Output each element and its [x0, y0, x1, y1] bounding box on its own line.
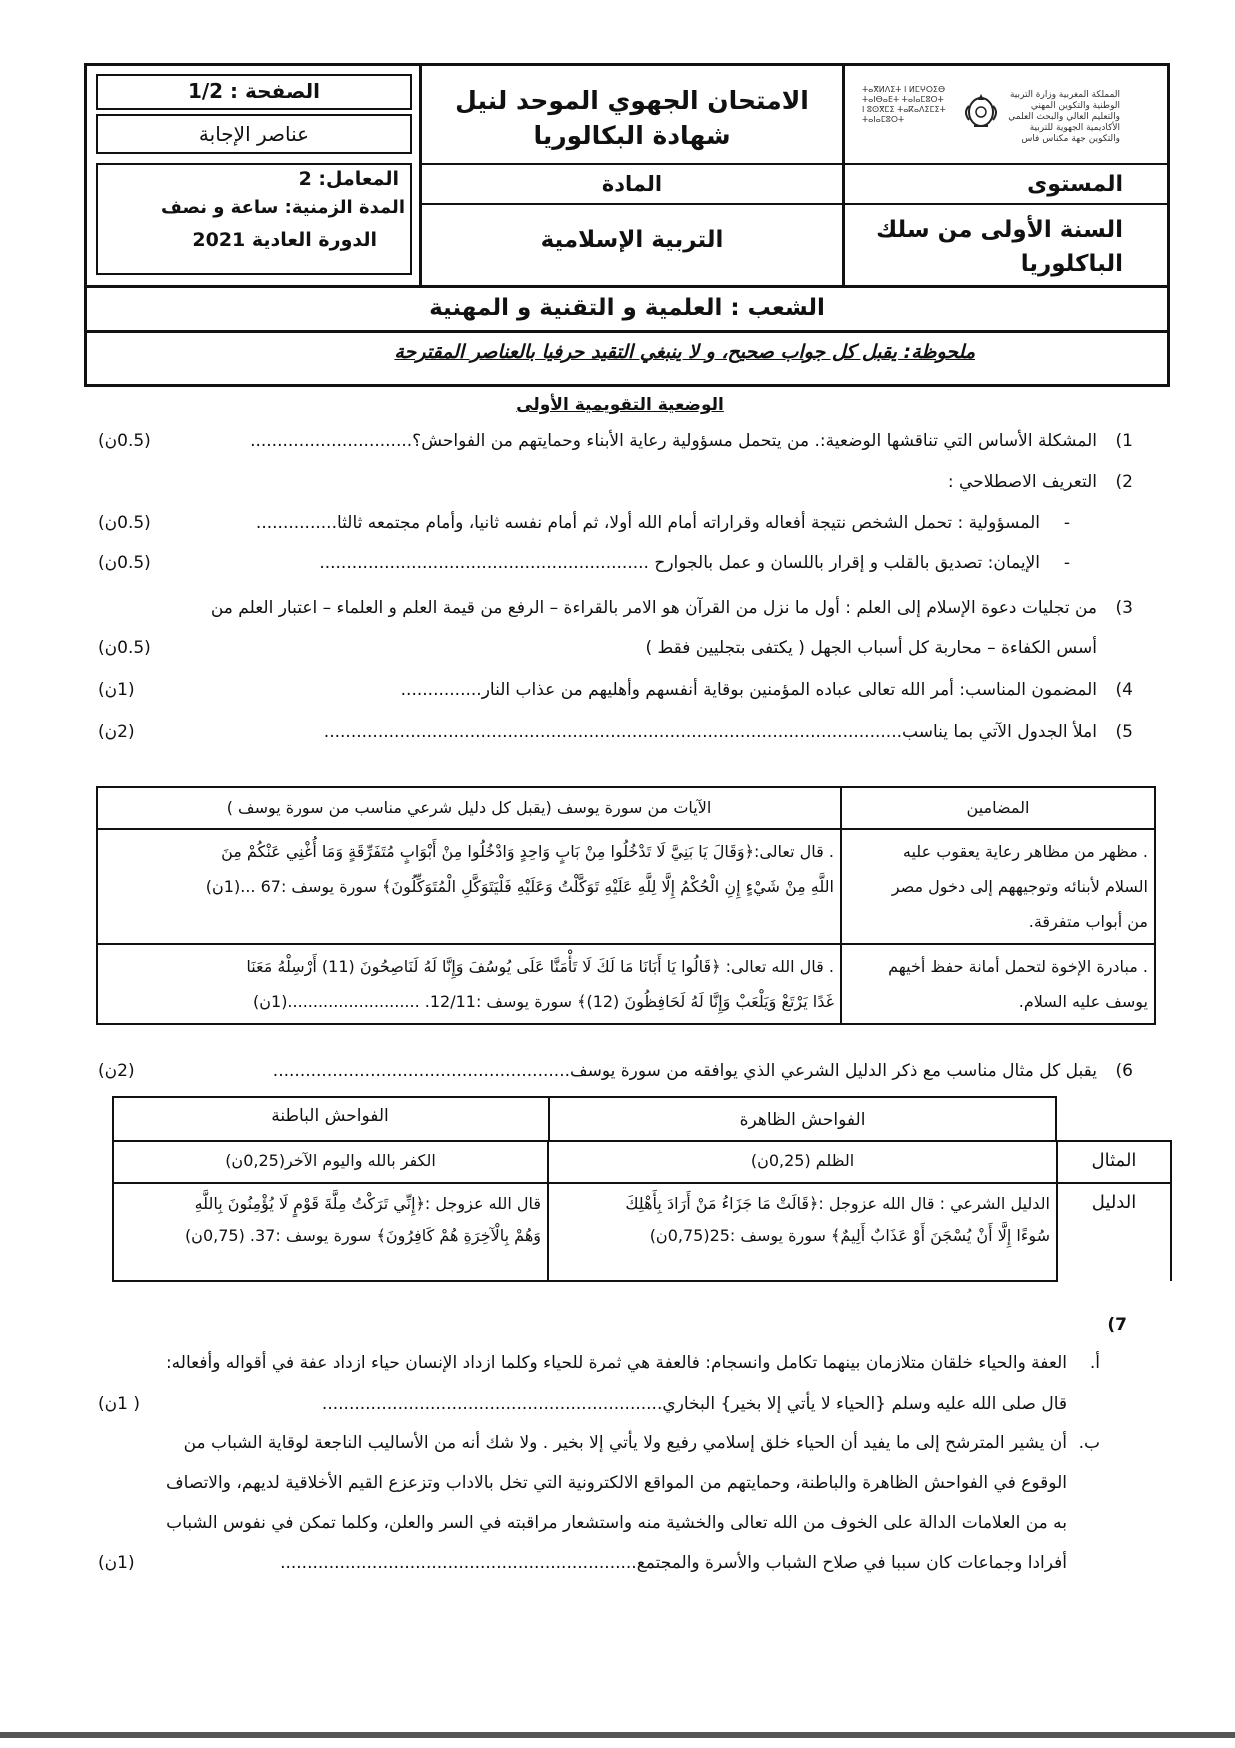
q4-number: 4): [1115, 680, 1133, 700]
q5-number: 5): [1115, 722, 1133, 742]
content-line: . مبادرة الإخوة لتحمل أمانة حفظ أخيهم: [888, 957, 1148, 976]
q5-score: (2ن): [98, 722, 135, 742]
answer-elements-label: عناصر الإجابة: [198, 122, 310, 146]
q3-score: (0.5ن): [98, 638, 151, 658]
content-line: . مظهر من مظاهر رعاية يعقوب عليه: [902, 842, 1148, 861]
scan-bottom-edge: [0, 1732, 1235, 1738]
col-header-content: المضامين: [841, 787, 1155, 829]
table-row: [113, 1141, 1171, 1183]
header-rule-4: [84, 330, 1170, 333]
col-header-verses: الآيات من سورة يوسف (يقبل كل دليل شرعي مناسب من سورة يوسف ): [97, 787, 841, 829]
subject-label: المادة: [601, 172, 663, 196]
q7b-line-1: أن يشير المترشح إلى ما يفيد أن الحياء خلق إسلامي رفيع ولا يأتي إلا بخير . ولا شك أنه من الأساليب الناجعة لوقاية الشباب من: [183, 1433, 1067, 1453]
section-title: الوضعية التقويمية الأولى: [516, 395, 724, 415]
evidence-line: قال الله عزوجل :﴿إِنِّي تَرَكْتُ مِلَّةَ قَوْمٍ لَا يُؤْمِنُونَ بِاللَّهِ: [194, 1194, 541, 1213]
content-line: من أبواب متفرقة.: [1028, 912, 1148, 931]
q7b-line-2: الوقوع في الفواحش الظاهرة والباطنة، وحمايتهم من المواقع الالكترونية التي تخل بالاداب وتزعزع القيم الأخلاقية لديهم، والاتصاف: [166, 1473, 1067, 1493]
verse-cell: [97, 829, 841, 944]
content-line: السلام لأبنائه وتوجيههم إلى دخول مصر: [891, 877, 1148, 896]
q1-text: المشكلة الأساس التي تناقشها الوضعية:. من يتحمل مسؤولية رعاية الأبناء وحمايتهم من الفواحش؟..............................: [250, 431, 1097, 451]
q6-score: (2ن): [98, 1061, 135, 1081]
verse-line: غَدًا يَرْتَعْ وَيَلْعَبْ وَإِنَّا لَهُ لَحَافِظُونَ (12)﴾ سورة يوسف :12/11. ..........................(1ن): [253, 992, 834, 1011]
content-line: يوسف عليه السلام.: [1018, 992, 1148, 1011]
q7a-line-2: قال صلى الله عليه وسلم {الحياء لا يأتي إلا بخير} البخاري...............................................................: [321, 1394, 1067, 1414]
q7a-score: ( 1ن): [98, 1394, 140, 1414]
q5-text: املأ الجدول الآتي بما يناسب...........................................................................................................: [323, 722, 1097, 742]
exam-title-line-1: الامتحان الجهوي الموحد لنيل: [455, 86, 809, 115]
evidence-hidden: [113, 1183, 548, 1281]
q7-number: 7): [1107, 1315, 1127, 1335]
note: ملحوظة: يقبل كل جواب صحيح، و لا ينبغي التقيد حرفيا بالعناصر المقترحة: [394, 341, 975, 363]
example-apparent: الظلم (0,25ن): [548, 1141, 1057, 1183]
level-line-1: السنة الأولى من سلك: [876, 217, 1123, 243]
q4-text: المضمون المناسب: أمر الله تعالى عباده المؤمنين بوقاية أنفسهم وأهليهم من عذاب النار...............: [400, 680, 1097, 700]
level-label: المستوى: [1027, 172, 1123, 197]
header-rule-2: [419, 203, 1170, 205]
session: الدورة العادية 2021: [192, 229, 377, 251]
verses-table-header: [97, 787, 1155, 829]
q2a-text: المسؤولية : تحمل الشخص نتيجة أفعاله وقراراته أمام الله أولا، ثم أمام نفسه ثانيا، وأمام مجتمعه ثالثا...............: [255, 513, 1040, 533]
q2a-score: (0.5ن): [98, 513, 151, 533]
q4-score: (1ن): [98, 680, 135, 700]
q2b-score: (0.5ن): [98, 553, 151, 573]
q2b-text: الإيمان: تصديق بالقلب و إقرار باللسان و عمل بالجوارح .............................................................: [319, 553, 1040, 573]
verse-line: . قال تعالى:﴿وَقَالَ يَا بَنِيَّ لَا تَدْخُلُوا مِنْ بَابٍ وَاحِدٍ وَادْخُلُوا مِنْ أَبْوَابٍ مُتَفَرِّقَةٍ وَمَا أُغْنِي عَنْكُمْ مِنَ: [221, 842, 834, 861]
streams: الشعب : العلمية و التقنية و المهنية: [429, 295, 825, 321]
moroccan-emblem-icon: [960, 88, 1002, 132]
q1-score: (0.5ن): [98, 431, 151, 451]
q2a-dash: -: [1063, 513, 1070, 533]
q7b-line-3: به من العلامات الدالة على الخوف من الله تعالى والخشية منه واستشعار مراقبته في السر والعلن، وكلما تمكن في نفوس الشباب: [166, 1513, 1067, 1533]
col-header-hidden: الفواحش الباطنة: [271, 1106, 389, 1126]
exam-title-line-2: شهادة البكالوريا: [533, 121, 731, 150]
q7a-label: أ.: [1089, 1353, 1100, 1373]
q3-line-1: من تجليات دعوة الإسلام إلى العلم : أول ما نزل من القرآن هو الامر بالقراءة – الرفع من قيمة العلم و العلماء – اعتبار العلم من: [210, 598, 1097, 618]
evidence-apparent: [548, 1183, 1057, 1281]
evidence-line: الدليل الشرعي : قال الله عزوجل :﴿قَالَتْ مَا جَزَاءُ مَنْ أَرَادَ بِأَهْلِكَ: [625, 1194, 1050, 1213]
ministry-logo-tifinagh: ⵜⴰⴳⵍⴷⵉⵜ ⵏ ⵍⵎⵖⵔⵉⴱ ⵜⴰⵏⴱⴰⴹⵜ ⵜⴰⵏⴰⵎⵓⵔⵜ ⵏ ⵓⵙⴳⵎⵉ ⵜⴰⴽⴰⴷⵉⵎⵉⵜ ⵜⴰⵏⴰⵎⵓⵔⵜ: [862, 85, 946, 124]
row-header-evidence: الدليل: [1057, 1183, 1171, 1281]
col-header-apparent: الفواحش الظاهرة: [739, 1110, 866, 1130]
q7b-score: (1ن): [98, 1553, 135, 1573]
q1-number: 1): [1115, 431, 1133, 451]
q3-number: 3): [1115, 598, 1133, 618]
example-hidden: الكفر بالله واليوم الآخر(0,25ن): [113, 1141, 548, 1183]
level-line-2: الباكلوريا: [1020, 251, 1123, 277]
ministry-logo-arabic: المملكة المغربية وزارة التربية الوطنية والتكوين المهني والتعليم العالي والبحث العلمي الأكاديمية الجهوية للتربية والتكوين جهة مكناس فاس: [1008, 90, 1120, 144]
content-cell: [841, 829, 1155, 944]
sins-table: [112, 1140, 1172, 1282]
header-rule-1: [419, 163, 1170, 165]
duration: المدة الزمنية: ساعة و نصف: [161, 197, 405, 218]
q3-line-2: أسس الكفاءة – محاربة كل أسباب الجهل ( يكتفى بتجليين فقط ): [645, 638, 1097, 658]
verses-table: [96, 786, 1156, 1025]
coefficient: المعامل: 2: [298, 168, 399, 190]
q2b-dash: -: [1063, 553, 1070, 573]
q2-number: 2): [1115, 472, 1133, 492]
table-row: [97, 829, 1155, 944]
header-divider-right: [842, 63, 845, 285]
q6-text: يقبل كل مثال مناسب مع ذكر الدليل الشرعي الذي يوافقه من سورة يوسف.......................................................: [272, 1061, 1097, 1081]
verse-line: . قال الله تعالى: ﴿قَالُوا يَا أَبَانَا مَا لَكَ لَا تَأْمَنَّا عَلَى يُوسُفَ وَإِنَّا لَهُ لَنَاصِحُونَ (11) أَرْسِلْهُ مَعَنَا: [246, 957, 834, 976]
q6-number: 6): [1115, 1061, 1133, 1081]
subject-name: التربية الإسلامية: [540, 227, 724, 253]
content-cell: [841, 944, 1155, 1024]
verse-line: اللَّهِ مِنْ شَيْءٍ إِنِ الْحُكْمُ إِلَّا لِلَّهِ عَلَيْهِ تَوَكَّلْتُ وَعَلَيْهِ فَلْيَتَوَكَّلِ الْمُتَوَكِّلُونَ﴾ سورة يوسف :67 ...(1ن): [205, 877, 834, 896]
page-number: الصفحة : 1/2: [187, 79, 321, 103]
table-row: [113, 1183, 1171, 1281]
q7b-line-4: أفرادا وجماعات كان سببا في صلاح الشباب والأسرة والمجتمع..................................................................: [280, 1553, 1067, 1573]
evidence-line: وَهُمْ بِالْآخِرَةِ هُمْ كَافِرُونَ﴾ سورة يوسف :37. (0,75ن): [184, 1226, 541, 1245]
q7a-line-1: العفة والحياء خلقان متلازمان بينهما تكامل وانسجام: فالعفة هي ثمرة للحياء وكلما ازداد الإنسان حياء ازداد عفة في أقواله وأفعاله:: [165, 1353, 1067, 1373]
q2-text: التعريف الاصطلاحي :: [947, 472, 1097, 492]
evidence-line: سُوءًا إِلَّا أَنْ يُسْجَنَ أَوْ عَذَابٌ أَلِيمٌ﴾ سورة يوسف :25(0,75ن): [649, 1226, 1050, 1245]
verse-cell: [97, 944, 841, 1024]
row-header-example: المثال: [1057, 1141, 1171, 1183]
q7b-label: ب.: [1078, 1433, 1100, 1453]
table-row: [97, 944, 1155, 1024]
